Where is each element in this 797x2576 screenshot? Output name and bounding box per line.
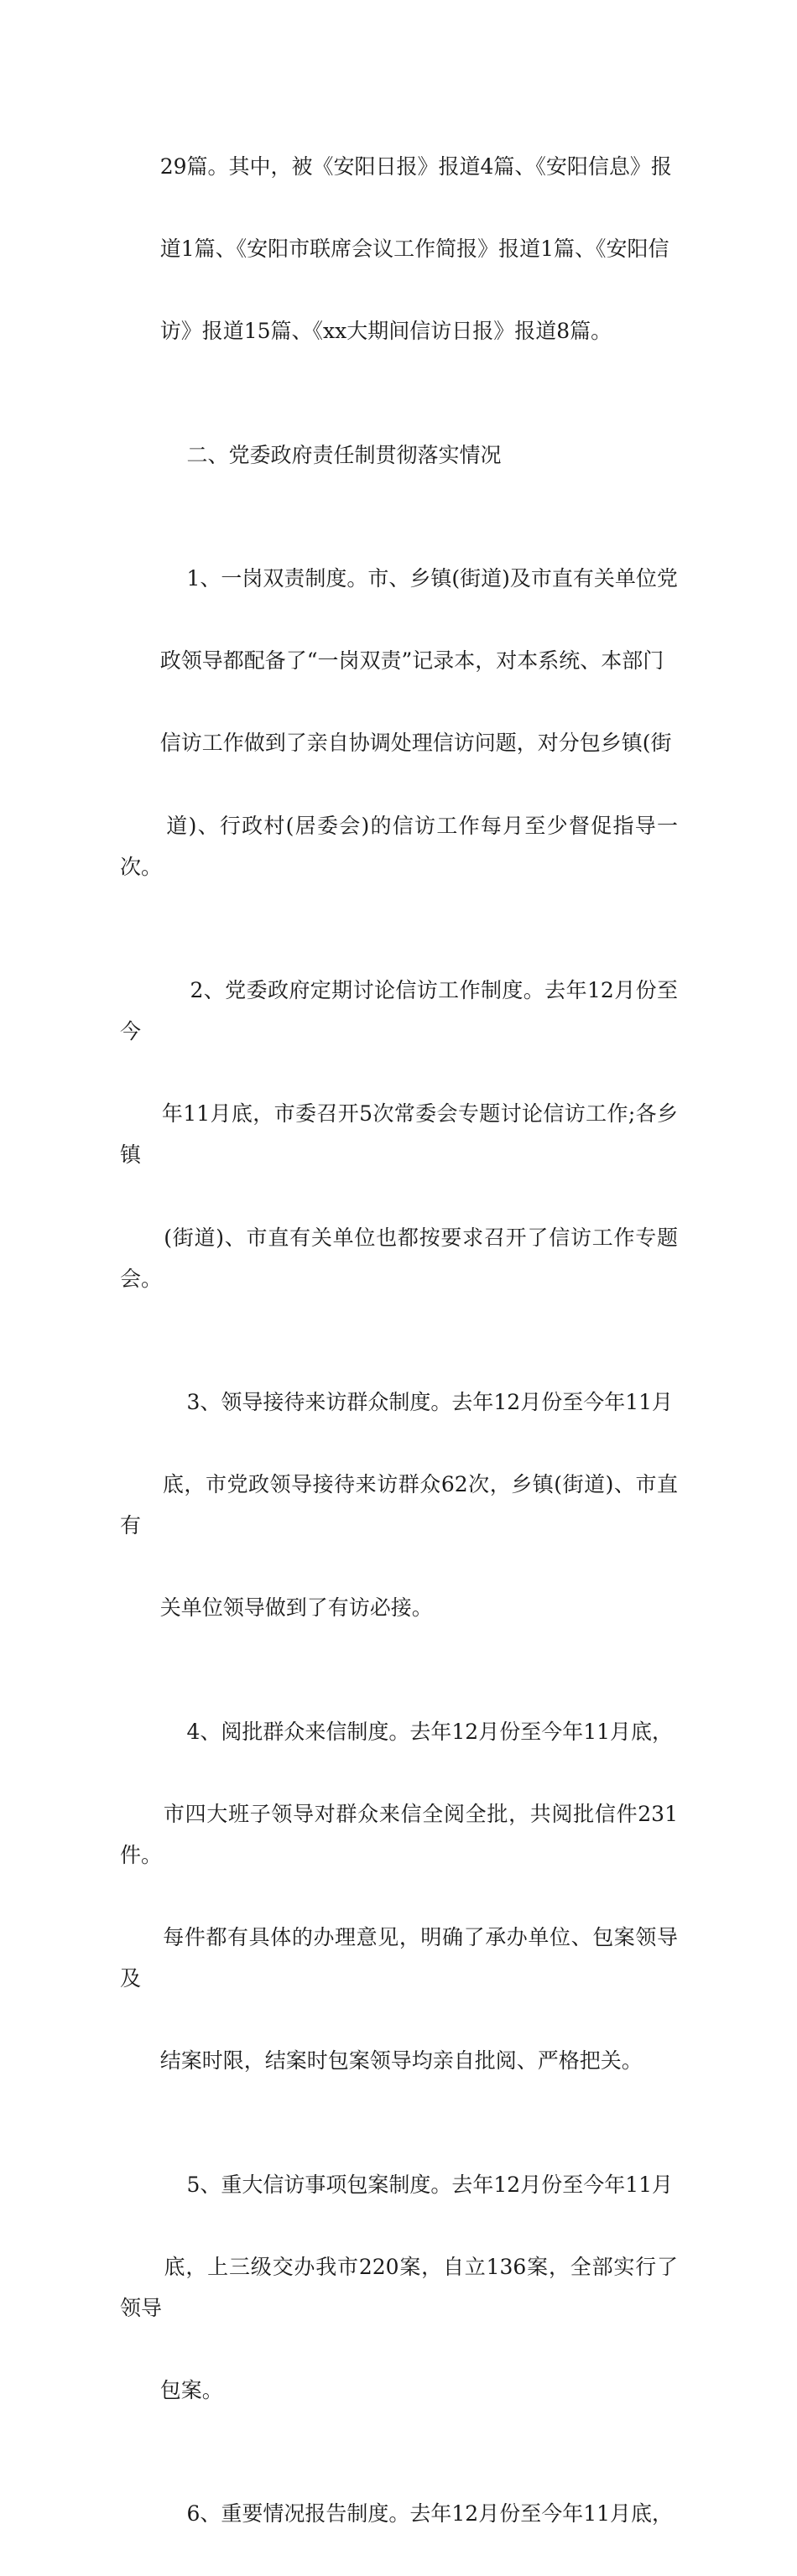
paragraph-item-4 [120,1670,678,2123]
text-line: (街道)、市直有关单位也都按要求召开了信访工作专题会。 [120,1225,678,1291]
text-line: 访》报道15篇、《xx大期间信访日报》报道8篇。 [159,319,612,344]
text-line: 关单位领导做到了有访必接。 [159,1595,433,1621]
document-body [120,105,678,2576]
paragraph-item-5 [120,2123,678,2453]
text-line: 政领导都配备了“一岗双责”记录本，对本系统、本部门 [159,648,664,674]
text-line: 2、党委政府定期讨论信访工作制度。去年12月份至今 [120,977,678,1044]
text-line: 1、一岗双责制度。市、乡镇(街道)及市直有关单位党 [159,566,678,591]
text-line: 6、重要情况报告制度。去年12月份至今年11月底， [159,2501,674,2527]
text-line: 4、阅批群众来信制度。去年12月份至今年11月底， [159,1719,674,1744]
section-heading [120,393,678,517]
paragraph-item-1 [120,517,678,929]
text-line: 3、领导接待来访群众制度。去年12月份至今年11月 [159,1389,674,1414]
text-line: 年11月底，市委召开5次常委会专题讨论信访工作;各乡镇 [120,1101,678,1168]
paragraph-item-3 [120,1340,678,1670]
text-line: 市四大班子领导对群众来信全阅全批，共阅批信件231件。 [120,1801,678,1867]
text-line: 道1篇、《安阳市联席会议工作简报》报道1篇、《安阳信 [159,237,669,262]
paragraph-item-2 [120,929,678,1340]
text-line: 包案。 [159,2378,223,2403]
text-line: 5、重大信访事项包案制度。去年12月份至今年11月 [159,2172,674,2197]
text-line: 每件都有具体的办理意见，明确了承办单位、包案领导及 [120,1925,678,1991]
text-line: 底，市党政领导接待来访群众62次，乡镇(街道)、市直有 [120,1472,678,1538]
text-line: 底，上三级交办我市220案，自立136案，全部实行了领导 [120,2254,678,2320]
text-line: 道)、行政村(居委会)的信访工作每月至少督促指导一次。 [120,813,678,879]
paragraph-item-6 [120,2452,678,2575]
paragraph-report-count [120,105,678,393]
text-line: 二、党委政府责任制贯彻落实情况 [159,442,502,467]
text-line: 信访工作做到了亲自协调处理信访问题，对分包乡镇(街 [159,731,672,756]
text-line: 29篇。其中，被《安阳日报》报道4篇、《安阳信息》报 [159,154,672,180]
text-line: 结案时限，结案时包案领导均亲自批阅、严格把关。 [159,2048,643,2074]
